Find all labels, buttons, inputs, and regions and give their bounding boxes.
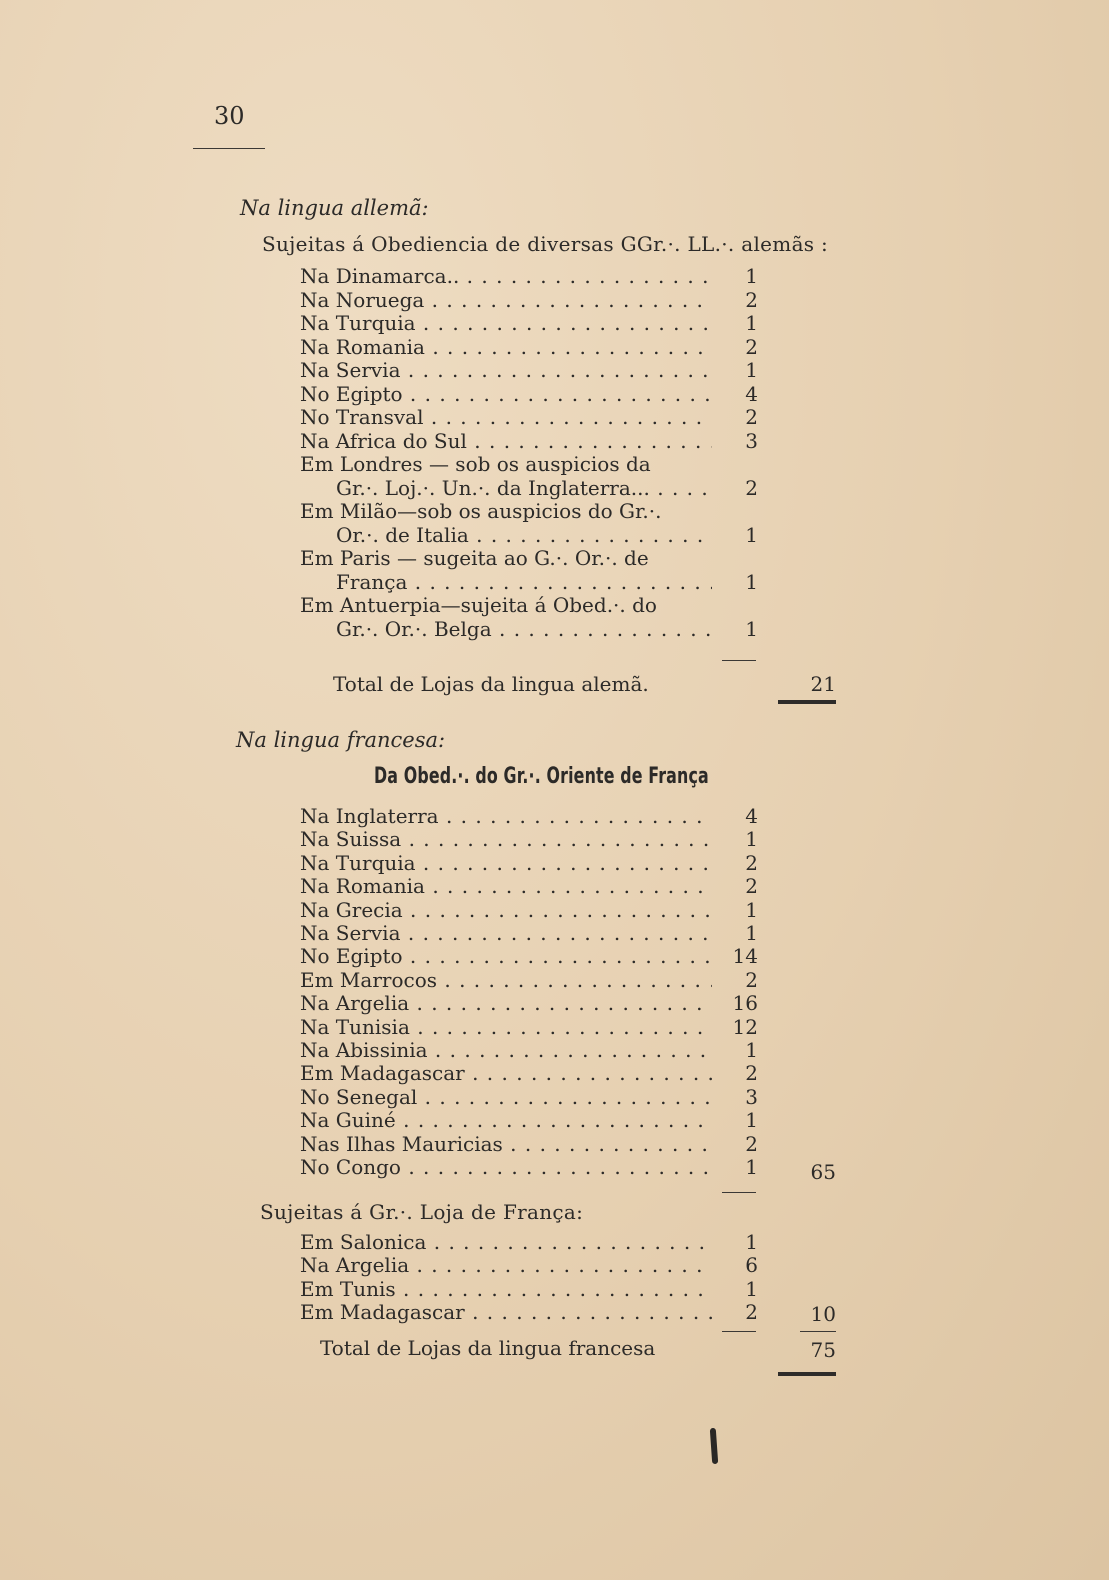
list-item-label: Em Madagascar . . .	[300, 1300, 712, 1324]
list-item	[300, 804, 760, 828]
list-item-value: 2	[745, 475, 758, 500]
list-item-value: 3	[745, 428, 758, 453]
list-item-label: Na Argelia . . .	[300, 991, 712, 1015]
list-item	[300, 452, 760, 476]
list-item-label: No Congo . . .	[300, 1155, 712, 1179]
page-number-rule	[193, 148, 265, 149]
list-item-label: Na Turquia . . .	[300, 851, 712, 875]
list-item-value: 1	[745, 569, 758, 594]
list-item	[300, 1230, 760, 1254]
list-item-value: 4	[745, 804, 758, 828]
list-item-label: Na Noruega . . .	[300, 288, 712, 312]
list-item-value: 2	[745, 874, 758, 899]
list-item-label: França . . .	[336, 570, 712, 594]
french-loja-sum-rule	[722, 1331, 756, 1332]
german-subheading: Sujeitas á Obediencia de diversas GGr.·. LL.·. alemãs :	[262, 232, 829, 256]
list-item-label: Nas Ilhas Mauricias . . .	[300, 1132, 712, 1156]
list-item-label: Em Paris — sugeita ao G.·. Or.·. de	[300, 546, 649, 570]
list-item-label: Na Servia . . .	[300, 358, 712, 382]
list-item-label: Em Londres — sob os auspicios da	[300, 452, 651, 476]
list-item	[300, 1253, 760, 1277]
list-item	[300, 1015, 760, 1039]
list-item-label: Na Abissinia . . .	[300, 1038, 712, 1062]
list-item-value: 1	[745, 616, 758, 641]
list-item-label: Or.·. de Italia . . .	[336, 523, 712, 547]
list-item-value: 1	[745, 827, 758, 852]
list-item	[300, 523, 760, 547]
list-item	[300, 311, 760, 335]
list-item-value: 1	[745, 522, 758, 547]
list-item	[300, 546, 760, 570]
list-item-label: Na Dinamarca.. . . .	[300, 264, 712, 288]
list-item-label: Em Antuerpia—sujeita á Obed.·. do	[300, 593, 657, 617]
list-item	[300, 874, 760, 898]
french-total-rule	[778, 1372, 836, 1376]
list-item-label: Em Milão—sob os auspicios do Gr.·.	[300, 499, 662, 523]
list-item-label: Na Turquia . . .	[300, 311, 712, 335]
list-item	[300, 1300, 760, 1324]
list-item-value: 1	[745, 1108, 758, 1133]
list-item-value: 6	[745, 1253, 758, 1278]
german-sum-rule	[722, 660, 756, 661]
list-item	[300, 358, 760, 382]
french-oriente-subheading: Da Obed.·. do Gr.·. Oriente de França	[374, 764, 709, 789]
list-item-label: Na Africa do Sul . . .	[300, 429, 712, 453]
list-item	[300, 405, 760, 429]
list-item	[300, 593, 760, 617]
list-item	[300, 499, 760, 523]
list-item	[300, 851, 760, 875]
french-loja-subheading: Sujeitas á Gr.·. Loja de França:	[260, 1200, 584, 1224]
list-item	[300, 1038, 760, 1062]
list-item-value: 14	[732, 944, 758, 969]
list-item-value: 2	[745, 405, 758, 429]
french-total-value: 75	[810, 1338, 836, 1362]
list-item-label: Na Inglaterra . . .	[300, 804, 712, 828]
list-item-value: 1	[745, 897, 758, 922]
list-item-label: Na Grecia . . .	[300, 898, 712, 922]
french-loja-subtotal: 10	[810, 1302, 836, 1326]
list-item-value: 3	[745, 1084, 758, 1109]
list-item-label: No Egipto . . .	[300, 382, 712, 406]
list-item-label: Em Salonica . . .	[300, 1230, 712, 1254]
list-item	[300, 264, 760, 288]
list-item	[300, 382, 760, 406]
list-item-label: Gr.·. Or.·. Belga . . .	[336, 617, 712, 641]
list-item-label: Na Servia . . .	[300, 921, 712, 945]
list-item	[300, 570, 760, 594]
list-item	[300, 288, 760, 312]
list-item-label: Na Tunisia . . .	[300, 1015, 712, 1039]
list-item	[300, 476, 760, 500]
list-item-label: Na Argelia . . .	[300, 1253, 712, 1277]
list-item-value: 1	[745, 1155, 758, 1179]
list-item-label: Em Marrocos . . .	[300, 968, 712, 992]
list-item	[300, 1277, 760, 1301]
list-item	[300, 944, 760, 968]
french-total-label: Total de Lojas da lingua francesa	[320, 1336, 656, 1360]
list-item	[300, 1155, 760, 1179]
german-section-heading: Na lingua allemã:	[240, 196, 429, 220]
list-item	[300, 1132, 760, 1156]
german-total-label: Total de Lojas da lingua alemã.	[333, 672, 649, 696]
list-item-label: Na Suissa . . .	[300, 827, 712, 851]
list-item-value: 2	[745, 287, 758, 312]
list-item	[300, 429, 760, 453]
french-subtotal-rule	[800, 1331, 836, 1332]
list-item-value: 2	[745, 850, 758, 875]
ink-mark	[710, 1428, 718, 1464]
german-total-value: 21	[810, 672, 836, 696]
list-item	[300, 921, 760, 945]
french-oriente-subtotal: 65	[810, 1160, 836, 1184]
list-item-value: 1	[745, 921, 758, 945]
list-item-value: 1	[745, 1038, 758, 1062]
list-item	[300, 827, 760, 851]
list-item-value: 12	[732, 1014, 758, 1039]
list-item-label: Na Romania . . .	[300, 874, 712, 898]
list-item-value: 2	[745, 1131, 758, 1156]
list-item-label: Em Madagascar . . .	[300, 1061, 712, 1085]
french-oriente-sum-rule	[722, 1192, 756, 1193]
list-item-label: Na Guiné . . .	[300, 1108, 712, 1132]
list-item-label: No Egipto . . .	[300, 944, 712, 968]
list-item-label: Em Tunis . . .	[300, 1277, 712, 1301]
list-item	[300, 898, 760, 922]
list-item-value: 1	[745, 1276, 758, 1301]
list-item	[300, 991, 760, 1015]
list-item	[300, 617, 760, 641]
list-item-label: No Transval . . .	[300, 405, 712, 429]
list-item-label: Gr.·. Loj.·. Un.·. da Inglaterra... . . .	[336, 476, 712, 500]
list-item-label: No Senegal . . .	[300, 1085, 712, 1109]
list-item-value: 2	[745, 1061, 758, 1086]
list-item-value: 1	[745, 311, 758, 335]
list-item-label: Na Romania . . .	[300, 335, 712, 359]
list-item	[300, 968, 760, 992]
list-item-value: 16	[732, 991, 758, 1016]
list-item-value: 1	[745, 358, 758, 382]
list-item-value: 2	[745, 967, 758, 992]
list-item	[300, 1085, 760, 1109]
list-item-value: 2	[745, 1300, 758, 1325]
list-item	[300, 1061, 760, 1085]
list-item-value: 1	[745, 1230, 758, 1254]
list-item	[300, 1108, 760, 1132]
list-item-value: 2	[745, 334, 758, 359]
french-section-heading: Na lingua francesa:	[236, 728, 446, 752]
page-number: 30	[214, 102, 245, 130]
list-item-value: 1	[745, 264, 758, 288]
list-item	[300, 335, 760, 359]
list-item-value: 4	[745, 381, 758, 406]
german-total-rule	[778, 700, 836, 704]
